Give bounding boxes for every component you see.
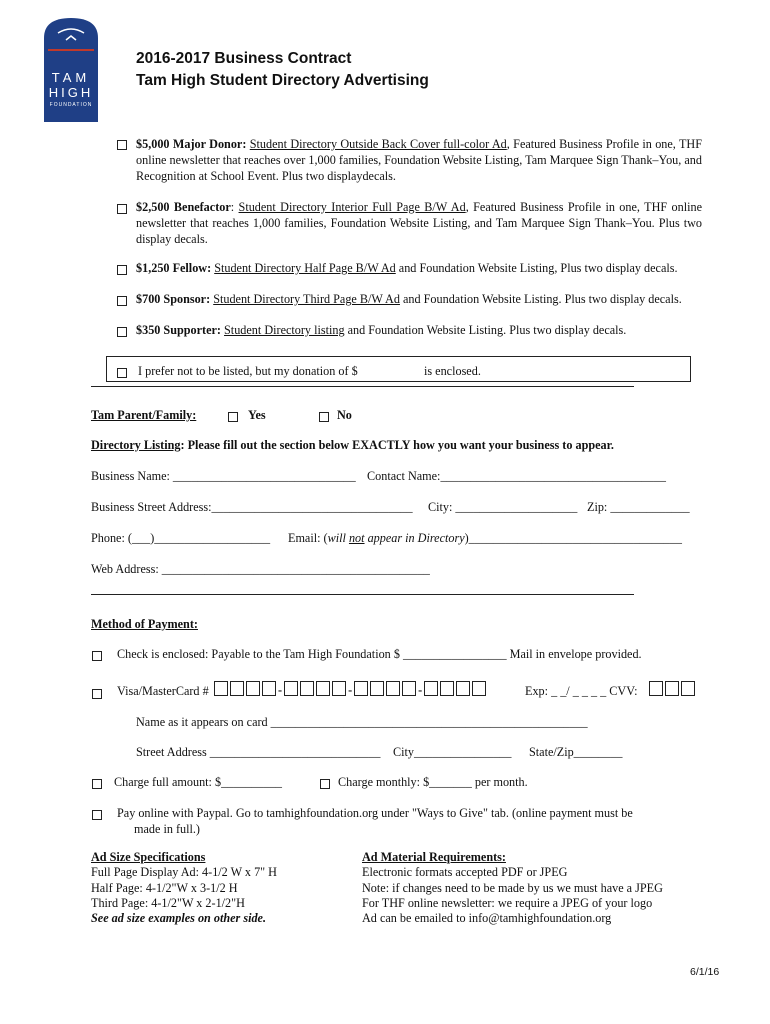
parent-yes-label: Yes <box>248 408 266 422</box>
tier-name: $1,250 Fellow: <box>136 261 212 275</box>
tier-text: and Foundation Website Listing. Plus two display decals. <box>344 323 627 337</box>
specs-line: Full Page Display Ad: 4-1/2 W x 7" H <box>91 865 277 880</box>
email-label: Email: ( <box>288 531 328 545</box>
tier-checkbox-1[interactable] <box>117 138 129 153</box>
requirements-line: For THF online newsletter: we require a JPEG of your logo <box>362 895 653 910</box>
card-checkbox[interactable] <box>92 687 104 702</box>
tier-name: $700 Sponsor: <box>136 292 211 306</box>
tier-text: , Featured Business Profile in one, THF online newsletter that reaches 1,000 families, Foundation Website Listing, and Tam Marquee Sign Thank–You. Plus two display decals. <box>136 200 702 246</box>
tier-sep: : <box>230 200 239 214</box>
check-text: Check is enclosed: Payable to the Tam High Foundation $ <box>117 647 400 661</box>
tam-high-foundation-logo <box>44 18 98 122</box>
check-checkbox[interactable] <box>92 649 104 664</box>
business-name-field[interactable]: Business Name: ______________________________ <box>91 469 356 483</box>
tier-sponsor <box>136 292 682 307</box>
tier-link: Student Directory listing <box>224 323 345 337</box>
charge-full-checkbox[interactable] <box>92 777 104 792</box>
contact-name-field[interactable]: Contact Name:_____________________________________ <box>367 469 666 483</box>
requirements-title: Ad Material Requirements: <box>362 850 506 864</box>
requirements-line: Ad can be emailed to info@tamhighfoundation.org <box>362 911 612 926</box>
directory-instruction <box>91 438 614 453</box>
tier-link: Student Directory Interior Full Page B/W Ad <box>238 200 466 214</box>
name-on-card-field[interactable]: Name as it appears on card ____________________________________________________ <box>136 715 588 729</box>
charge-monthly-field[interactable]: Charge monthly: $_______ per month. <box>338 775 528 789</box>
ad-material-requirements <box>362 850 663 926</box>
page-title: 2016-2017 Business Contract <box>136 50 352 67</box>
tier-name: $350 Supporter: <box>136 323 221 337</box>
phone-field[interactable]: Phone: (___)___________________ <box>91 531 271 545</box>
billing-city-field[interactable]: City________________ <box>393 745 512 759</box>
tier-checkbox-4[interactable] <box>117 294 129 309</box>
paypal-checkbox[interactable] <box>92 808 104 823</box>
email-note-rest: appear in Directory <box>364 531 465 545</box>
logo-line-1: TAM <box>51 70 91 85</box>
web-address-field[interactable]: Web Address: ____________________________________________ <box>91 562 430 576</box>
specs-title: Ad Size Specifications <box>91 850 206 864</box>
paypal-text-2: made in full.) <box>134 822 200 836</box>
tier-checkbox-2[interactable] <box>117 202 129 217</box>
directory-text: : Please fill out the section below EXACTLY how you want your business to appear. <box>180 438 614 452</box>
email-note-will: will <box>327 531 349 545</box>
email-note-not: not <box>348 531 365 545</box>
paypal-text: Pay online with Paypal. Go to tamhighfoundation.org under "Ways to Give" tab. (online payment must be <box>117 806 633 820</box>
divider <box>91 594 634 595</box>
cvv-boxes[interactable] <box>649 681 697 698</box>
logo-line-3: FOUNDATION <box>49 102 93 108</box>
logo-line-2: HIGH <box>48 85 94 100</box>
tier-text: , Featured Business Profile in one, THF online newsletter that reaches over 1,000 families, Foundation Website Listing, Tam Marquee Sign Thank–You, and Recognition at School Event. Plus two displaydecals. <box>136 137 702 183</box>
tier-text: and Foundation Website Listing. Plus two display decals. <box>399 292 682 306</box>
divider <box>91 386 634 387</box>
requirements-line: Electronic formats accepted PDF or JPEG <box>362 865 568 880</box>
tier-benefactor <box>136 199 702 247</box>
tier-link: Student Directory Third Page B/W Ad <box>213 292 400 306</box>
check-text-end: Mail in envelope provided. <box>506 647 642 661</box>
check-option <box>117 647 642 662</box>
parent-yes-checkbox[interactable] <box>228 410 240 425</box>
billing-street-field[interactable]: Street Address ____________________________ <box>136 745 381 759</box>
card-label: Visa/MasterCard # <box>117 684 209 698</box>
tier-link: Student Directory Outside Back Cover full-color Ad <box>249 137 507 151</box>
page-subtitle: Tam High Student Directory Advertising <box>136 72 429 89</box>
no-list-text: I prefer not to be listed, but my donation of $ <box>138 364 358 378</box>
tier-checkbox-3[interactable] <box>117 263 129 278</box>
parent-no-label: No <box>337 408 352 422</box>
directory-label: Directory Listing <box>91 438 181 452</box>
revision-date: 6/1/16 <box>690 966 720 978</box>
charge-monthly-checkbox[interactable] <box>320 777 332 792</box>
tier-checkbox-5[interactable] <box>117 325 129 340</box>
expiry-field[interactable]: Exp: _ _/ _ _ _ _ CVV: <box>525 684 638 698</box>
specs-line: Third Page: 4-1/2"W x 2-1/2"H <box>91 895 245 910</box>
card-number-boxes[interactable]: - - - <box>214 681 488 698</box>
tier-name: $5,000 Major Donor: <box>136 137 247 151</box>
street-address-field[interactable]: Business Street Address:_________________________________ <box>91 500 413 514</box>
parent-label: Tam Parent/Family: <box>91 408 197 422</box>
tier-link: Student Directory Half Page B/W Ad <box>214 261 396 275</box>
payment-label: Method of Payment: <box>91 617 198 631</box>
specs-note: See ad size examples on other side. <box>91 911 267 926</box>
check-amount-line[interactable]: _________________ <box>402 647 507 661</box>
parent-no-checkbox[interactable] <box>319 410 331 425</box>
charge-full-field[interactable]: Charge full amount: $__________ <box>114 775 283 789</box>
tier-text: and Foundation Website Listing, Plus two display decals. <box>395 261 678 275</box>
zip-field[interactable]: Zip: _____________ <box>587 500 690 514</box>
requirements-line: Note: if changes need to be made by us we must have a JPEG <box>362 880 663 895</box>
no-list-text-end: is enclosed. <box>424 364 481 378</box>
ad-size-specs <box>91 850 277 926</box>
city-field[interactable]: City: ____________________ <box>428 500 578 514</box>
tier-major-donor <box>136 136 702 184</box>
tier-fellow <box>136 261 678 276</box>
billing-state-zip-field[interactable]: State/Zip________ <box>529 745 623 759</box>
specs-line: Half Page: 4-1/2"W x 3-1/2 H <box>91 880 238 895</box>
email-line: )___________________________________ <box>464 531 682 545</box>
tier-name: $2,500 Benefactor <box>136 200 231 214</box>
tier-supporter <box>136 323 626 338</box>
email-field[interactable] <box>288 531 682 546</box>
no-list-checkbox[interactable] <box>117 366 129 381</box>
